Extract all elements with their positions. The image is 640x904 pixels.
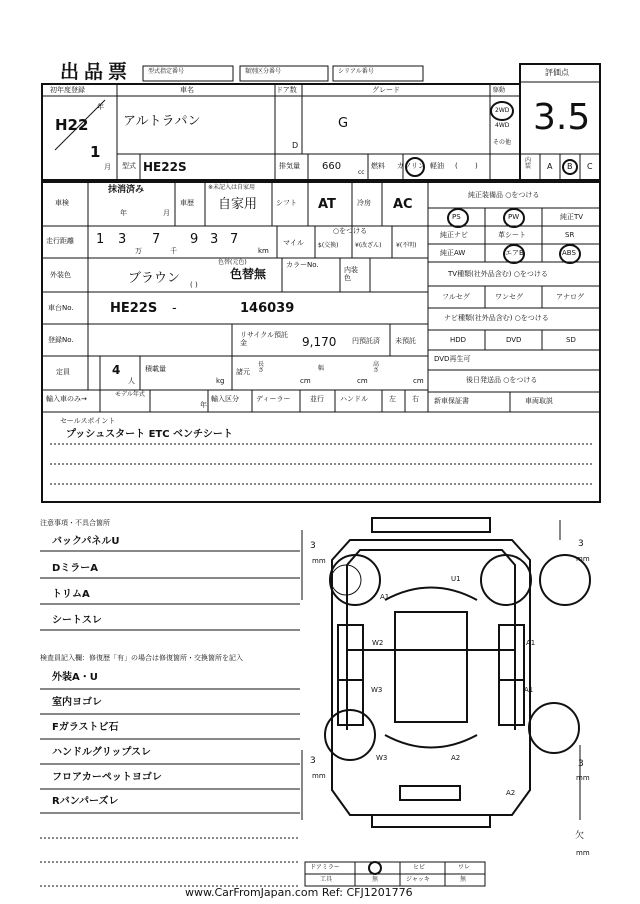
tv-analog: アナログ [556, 293, 584, 301]
mark-tamper: ¥(改ざん) [355, 242, 382, 249]
after-manual: 車両取説 [525, 397, 553, 405]
import-type-label: 輸入区分 [211, 395, 239, 403]
ac-label: 冷房 [357, 199, 371, 207]
repaint-original: ( ) [190, 281, 198, 289]
note-1: バックパネルU [52, 536, 120, 547]
fuel-label: 燃料 [371, 162, 385, 170]
mark-a1-r: A1 [526, 639, 536, 647]
interior-color-label: 内装色 [344, 266, 358, 283]
after-header: 後日発送品 ○をつける [466, 376, 538, 384]
fuel-gasoline: ガソリン [397, 162, 425, 170]
opt-abs: ABS [562, 249, 576, 257]
tread-fl-unit: mm [312, 557, 326, 565]
notes-label: 注意事項・不具合箇所 [40, 519, 110, 527]
first-reg-label: 初年度登録 [50, 86, 85, 94]
drive-other: その他 [493, 139, 512, 146]
inspector-note-5: フロアカーペットヨゴレ [52, 772, 162, 783]
opt-airbag: エアB [505, 249, 524, 257]
tread-rl-unit: mm [312, 772, 326, 780]
opt-nav: 純正ナビ [440, 231, 468, 239]
model-year-label: モデル年式 [115, 391, 145, 398]
mark-unknown: ¥(不明) [396, 242, 417, 249]
import-dealer: ディーラー [256, 395, 291, 403]
usage-note: ※未記入は自家用 [208, 184, 256, 191]
inspector-note-2: 室内ヨゴレ [52, 697, 102, 708]
opt-leather: 革シート [498, 231, 526, 239]
mileage-d5: 3 [210, 232, 219, 247]
chassis-label: 車台No. [48, 304, 74, 312]
grade-score: 3.5 [533, 97, 591, 138]
cm-unit-2: cm [357, 377, 368, 385]
mark-a1-rr: A1 [524, 686, 534, 694]
model-label: 型式 [122, 162, 136, 170]
grade-value: G [338, 116, 349, 131]
opt-sr: SR [565, 231, 575, 239]
usage-value: 自家用 [218, 197, 258, 212]
repaint-value: 色替無 [230, 267, 267, 281]
door-label: ドア数 [276, 86, 297, 94]
jack-label: ジャッキ [406, 876, 430, 883]
tv-fullseg: フルセグ [442, 293, 470, 301]
dim-length: 長さ [258, 361, 265, 374]
inspector-label: 検査員記入欄：修復歴「有」の場合は修復箇所・交換箇所を記入 [40, 654, 243, 662]
chassis-number: 146039 [240, 301, 295, 316]
tread-rr-unit: mm [576, 774, 590, 782]
usage-label: 車歴 [180, 199, 194, 207]
mirror-break: ワレ [458, 864, 471, 871]
load-label: 積載量 [145, 365, 166, 373]
inspector-note-1: 外装A・U [52, 672, 98, 683]
class-code-label: 類別区分番号 [245, 68, 282, 75]
model-value: HE22S [143, 160, 187, 174]
car-diagram [302, 518, 590, 827]
mark-a2-rear: A2 [451, 754, 461, 762]
displacement-value: 660 [322, 161, 342, 172]
year-value: H22 [55, 116, 89, 134]
tv-header: TV種類(社外品含む) ○をつける [448, 270, 548, 278]
recycle-paid: 円預託済 [352, 337, 380, 345]
car-name-label: 車名 [180, 86, 194, 94]
tv-oneseg: ワンセグ [495, 293, 523, 301]
recycle-fee: 9,170 [302, 335, 337, 349]
recycle-unpaid: 未預託 [395, 337, 416, 345]
mark-w3-l: W3 [371, 686, 383, 694]
import-label: 輸入車のみ→ [46, 395, 87, 403]
opt-pw: PW [508, 213, 520, 221]
mileage-d6: 7 [230, 232, 239, 247]
car-name: アルトラパン [123, 114, 201, 129]
drive-2wd: 2WD [495, 107, 510, 114]
interior-b: B [567, 162, 573, 171]
mile-label: マイル [283, 239, 304, 247]
color-label: 外装色 [50, 271, 71, 279]
mileage-d3: 7 [152, 232, 161, 247]
cm-unit-1: cm [300, 377, 311, 385]
shaken-month-unit: 月 [163, 209, 170, 217]
options-header: 純正装備品 ○をつける [468, 191, 540, 199]
fuel-paren-close: ) [475, 162, 478, 170]
tread-missing-unit: mm [576, 849, 590, 857]
capacity-unit: 人 [128, 377, 135, 385]
import-year-unit: 年 [200, 401, 207, 409]
sales-point-label: セールスポイント [60, 417, 116, 425]
recycle-label: リサイクル預託金 [240, 331, 289, 347]
grade-text-label: グレード [372, 86, 400, 94]
dim-width: 幅 [318, 365, 325, 372]
serial-label: シリアル番号 [338, 68, 374, 75]
nav-hdd: HDD [450, 336, 467, 344]
form-title: 出品票 [60, 61, 133, 83]
grade-label: 評価点 [545, 68, 569, 77]
mark-a2-bumper: A2 [506, 789, 516, 797]
shaken-value: 抹消済み [108, 185, 145, 195]
inspector-note-6: Rバンパーズレ [52, 796, 119, 807]
handle-left: 左 [389, 395, 396, 403]
mark-w3-rear: W3 [376, 754, 388, 762]
handle-right: 右 [412, 395, 419, 403]
color-no-label: カラーNo. [286, 261, 319, 269]
displacement-label: 排気量 [279, 162, 300, 170]
dim-height: 高さ [373, 361, 380, 374]
fuel-diesel: 軽油 [430, 162, 444, 170]
sen-unit: 千 [170, 247, 177, 255]
inspector-note-4: ハンドルグリップスレ [52, 747, 151, 758]
dvd-playback: DVD再生可 [434, 355, 471, 363]
color-value: ブラウン [128, 271, 181, 286]
footer-ref: www.CarFromJapan.com Ref: CFJ1201776 [185, 886, 413, 899]
type-spec-label: 型式指定番号 [148, 68, 185, 75]
km-unit: km [258, 247, 269, 255]
year-unit: 年 [97, 103, 104, 111]
chassis-prefix: HE22S [110, 301, 158, 316]
mileage-d4: 9 [190, 232, 199, 247]
nav-dvd: DVD [506, 336, 522, 344]
opt-ps: PS [452, 213, 461, 221]
drive-label: 駆動 [493, 87, 506, 94]
shaken-year-unit: 年 [120, 209, 127, 217]
tread-rl: 3 [310, 756, 316, 766]
mirror-label: ドアミラー [310, 864, 340, 871]
tread-fl: 3 [310, 541, 316, 551]
door-mark: D [292, 141, 299, 150]
mileage-d1: 1 [96, 232, 105, 247]
capacity-value: 4 [112, 363, 121, 377]
sales-point-text: プッシュスタート ETC ベンチシート [66, 429, 233, 440]
month-unit: 月 [104, 163, 111, 171]
tread-rr: 3 [578, 759, 584, 769]
opt-tv: 純正TV [560, 213, 584, 221]
tool-label: 工具 [320, 876, 333, 883]
mirror-crack: ヒビ [413, 864, 426, 871]
mileage-label: 走行距離 [46, 237, 74, 245]
opt-aw: 純正AW [440, 249, 466, 257]
interior-a: A [547, 162, 553, 171]
tool-value: 無 [372, 876, 379, 883]
fuel-paren-open: ( [455, 162, 458, 170]
cm-unit-3: cm [413, 377, 424, 385]
ac-value: AC [393, 197, 413, 212]
tread-missing: 欠 [575, 831, 585, 841]
reg-label: 登録No. [48, 336, 74, 344]
mark-w2: W2 [372, 639, 384, 647]
tread-fr: 3 [578, 539, 584, 549]
note-4: シートスレ [52, 615, 102, 626]
import-parallel: 並行 [310, 395, 324, 403]
mark-instruction: ○をつける [333, 227, 368, 235]
note-2: DミラーA [52, 563, 99, 574]
chassis-dash: - [172, 301, 177, 316]
mark-u1: U1 [451, 575, 461, 583]
drive-4wd: 4WD [495, 122, 510, 129]
interior-c: C [587, 162, 593, 171]
month-value: 1 [90, 143, 101, 161]
capacity-label: 定員 [56, 368, 70, 376]
shift-label: シフト [276, 199, 297, 207]
mark-exchange: $(交換) [318, 242, 339, 249]
after-warranty: 新車保証書 [434, 397, 469, 405]
interior-label: 内装 [525, 157, 532, 170]
man-unit: 万 [135, 247, 142, 255]
dims-label: 諸元 [236, 368, 250, 376]
load-unit: kg [216, 377, 225, 385]
nav-sd: SD [566, 336, 576, 344]
tread-fr-unit: mm [576, 555, 590, 563]
mark-a1-fl: A1 [380, 593, 390, 601]
nav-header: ナビ種類(社外品含む) ○をつける [444, 314, 549, 322]
inspector-note-3: Fガラストビ石 [52, 722, 119, 733]
jack-value: 無 [460, 876, 467, 883]
note-3: トリムA [52, 589, 90, 600]
shaken-label: 車検 [55, 199, 69, 207]
repaint-label: 色替(元色) [218, 259, 247, 266]
shift-value: AT [318, 197, 336, 212]
handle-label: ハンドル [340, 395, 368, 403]
cc-unit: cc [358, 169, 365, 176]
mileage-d2: 3 [118, 232, 127, 247]
